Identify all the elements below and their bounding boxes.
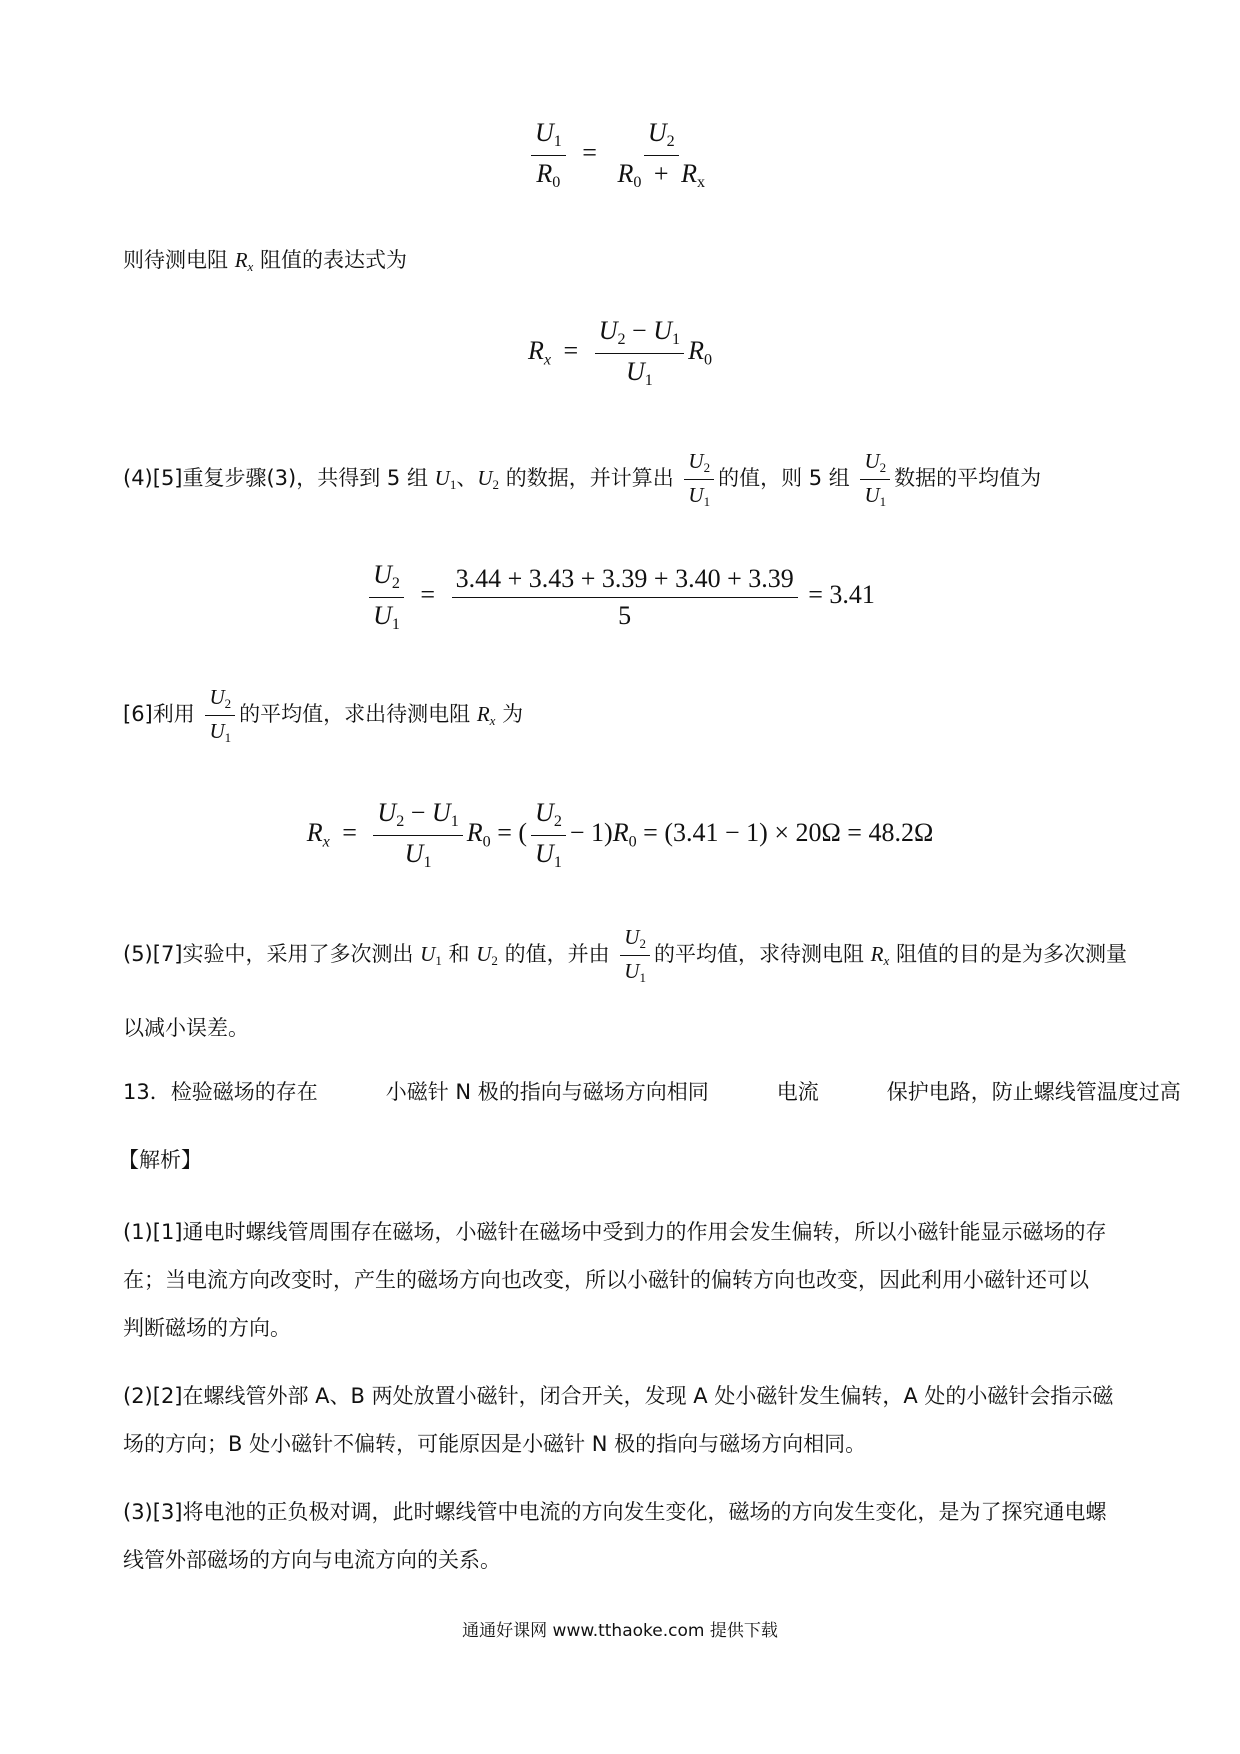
sub: 0 [628, 833, 637, 851]
var-u: U [373, 560, 392, 589]
equation-average [0, 560, 1240, 634]
equation-rx-expression [0, 316, 1240, 390]
fraction-u2-sum [613, 118, 709, 192]
var-u: U [209, 684, 225, 709]
sub: 1 [449, 477, 457, 493]
var-u: U [624, 924, 640, 949]
sub: 0 [482, 833, 491, 851]
text: (2)[2]在螺线管外部 A、B 两处放置小磁针，闭合开关，发现 A 处小磁针发生偏转，A 处的小磁针会指示磁 [123, 1384, 1114, 1408]
paragraph-1-line-2 [123, 1264, 1123, 1296]
sub: 1 [672, 331, 681, 349]
text: (3)[3]将电池的正负极对调，此时螺线管中电流的方向发生变化，磁场的方向发生变化，是为了探究通电螺 [123, 1500, 1107, 1524]
var-r: R [527, 336, 544, 366]
sub: 2 [666, 133, 675, 151]
sub: 1 [553, 133, 562, 151]
equals-sign: = [582, 138, 597, 168]
text: 判断磁场的方向。 [123, 1316, 291, 1340]
fraction-sum-over-count [452, 564, 798, 631]
var-u: U [534, 118, 554, 147]
text: (4)[5]重复步骤(3)，共得到 5 组 [123, 466, 435, 490]
var-u: U [434, 466, 450, 490]
sub: 0 [703, 351, 713, 369]
sub: 2 [879, 460, 887, 476]
numeric-result: = (3.41 − 1) × 20Ω = 48.2Ω [643, 818, 934, 848]
sub: 2 [224, 696, 232, 712]
sub: 1 [224, 730, 232, 746]
paragraph-2-line-2 [123, 1428, 1123, 1460]
equals-sign: = [563, 336, 579, 366]
average-result: = 3.41 [808, 580, 875, 610]
text: 的平均值，求出待测电阻 [239, 702, 477, 726]
var-u: U [373, 600, 392, 630]
var-u: U [624, 959, 640, 983]
text: 为 [495, 702, 524, 726]
var-u: U [688, 448, 704, 473]
var-u: U [598, 316, 618, 345]
var-r: R [306, 818, 323, 848]
sub: 1 [423, 853, 432, 871]
text: 的平均值，求待测电阻 [653, 942, 871, 966]
answer-4: 保护电路，防止螺线管温度过高 [886, 1080, 1181, 1104]
equals-sign: = [420, 580, 436, 610]
paragraph-3-line-1 [123, 1496, 1123, 1528]
var-u: U [535, 838, 554, 868]
sub: 1 [644, 371, 653, 389]
text: 则待测电阻 [123, 248, 235, 272]
minus-sign: − [625, 316, 654, 345]
answer-1: 13．检验磁场的存在 [123, 1080, 318, 1104]
text: 数据的平均值为 [894, 466, 1042, 490]
sub: 1 [639, 970, 646, 986]
text: 场的方向；B 处小磁针不偏转，可能原因是小磁针 N 极的指向与磁场方向相同。 [123, 1432, 867, 1456]
var-u: U [625, 356, 645, 386]
text: 阻值的目的是为多次测量 [889, 942, 1127, 966]
paragraph-2-line-1 [123, 1380, 1123, 1412]
var-u: U [420, 942, 436, 966]
var-u: U [476, 942, 492, 966]
fraction-u2-u1 [531, 798, 566, 872]
text: (5)[7]实验中，采用了多次测出 [123, 942, 421, 966]
fraction-voltage-diff [373, 798, 462, 872]
fraction-u2-u1 [369, 560, 404, 634]
sum-of-ratios: 3.44 + 3.43 + 3.39 + 3.40 + 3.39 [452, 564, 798, 598]
var-r: R [234, 248, 248, 272]
var-u: U [477, 466, 493, 490]
equals-sign: = [342, 818, 357, 848]
var-u: U [647, 118, 667, 147]
paragraph-1-line-1 [123, 1216, 1123, 1248]
sub: 1 [391, 615, 400, 633]
analysis-heading [118, 1144, 1118, 1176]
count: 5 [618, 600, 632, 630]
text: [6]利用 [123, 702, 195, 726]
text-line-step6 [123, 684, 1123, 751]
text: 阻值的表达式为 [253, 248, 407, 272]
var-u: U [404, 838, 424, 868]
fraction-u2-u1 [860, 449, 890, 510]
text: 的值，则 5 组 [718, 466, 850, 490]
minus-sign: − [404, 798, 432, 827]
equation-voltage-ratio [0, 118, 1240, 192]
var-r: R [870, 942, 884, 966]
sub: x [247, 259, 254, 275]
fraction-u2-u1 [620, 925, 650, 986]
var-u: U [688, 483, 704, 507]
page-footer: 通通好课网 www.tthaoke.com 提供下载 [462, 1621, 778, 1641]
text-line-step4 [123, 448, 1123, 515]
sub: x [489, 713, 496, 729]
sub: 1 [450, 813, 459, 831]
text: 和 [441, 942, 477, 966]
sub: 2 [396, 813, 405, 831]
sub: x [696, 173, 706, 191]
text: 在；当电流方向改变时，产生的磁场方向也改变，所以小磁针的偏转方向也改变，因此利用小磁针还可以 [123, 1268, 1089, 1292]
plus-sign: + [653, 158, 669, 188]
text: 线管外部磁场的方向与电流方向的关系。 [123, 1548, 501, 1572]
var-r: R [466, 818, 483, 848]
var-u: U [431, 798, 451, 827]
text: (1)[1]通电时螺线管周围存在磁场，小磁针在磁场中受到力的作用会发生偏转，所以小磁针能显示磁场的存 [123, 1220, 1107, 1244]
answer-3: 电流 [776, 1080, 819, 1104]
text: 的值，并由 [497, 942, 610, 966]
text-line-step7 [123, 924, 1127, 991]
sub: 2 [391, 575, 400, 593]
answer-2: 小磁针 N 极的指向与磁场方向相同 [385, 1080, 709, 1104]
var-u: U [864, 448, 880, 473]
var-r: R [536, 158, 553, 188]
sub: x [322, 833, 330, 851]
sub: 1 [879, 494, 887, 510]
var-r: R [476, 702, 490, 726]
text: 以减小误差。 [123, 1016, 249, 1040]
fraction-voltage-diff [595, 316, 684, 390]
fraction-u2-u1 [684, 449, 714, 510]
var-u: U [864, 483, 880, 507]
sub: 2 [617, 331, 626, 349]
sub: 1 [703, 494, 711, 510]
answer-line-q13 [123, 1076, 1181, 1108]
var-r: R [688, 336, 704, 366]
var-r: R [612, 818, 629, 848]
text: 的数据，并计算出 [499, 466, 674, 490]
sub: 1 [435, 953, 442, 969]
fraction-u1-r0 [531, 118, 566, 192]
text: 、 [456, 466, 478, 490]
var-u: U [653, 316, 672, 345]
sub: 0 [552, 173, 561, 191]
var-u: U [209, 719, 225, 743]
sub: 2 [491, 953, 498, 969]
equals-open-paren: = ( [497, 818, 528, 848]
var-u: U [377, 798, 397, 827]
paragraph-1-line-3 [123, 1312, 1123, 1344]
sub: x [543, 351, 552, 369]
sub: 0 [633, 173, 642, 191]
sub: 1 [553, 853, 562, 871]
fraction-u2-u1 [205, 685, 235, 746]
text-line-expression-intro [123, 244, 1123, 283]
sub: 2 [492, 477, 500, 493]
text-line-step7-end [123, 1012, 1123, 1044]
var-r: R [681, 158, 697, 188]
sub: x [883, 953, 890, 969]
sub: 2 [639, 936, 646, 952]
var-r: R [617, 158, 634, 188]
paragraph-3-line-2 [123, 1544, 1123, 1576]
equation-rx-calculation [0, 798, 1240, 872]
minus-one-close: − 1) [569, 818, 613, 848]
sub: 2 [553, 813, 562, 831]
var-u: U [535, 798, 554, 827]
heading-text: 【解析】 [118, 1148, 202, 1172]
sub: 2 [703, 460, 711, 476]
